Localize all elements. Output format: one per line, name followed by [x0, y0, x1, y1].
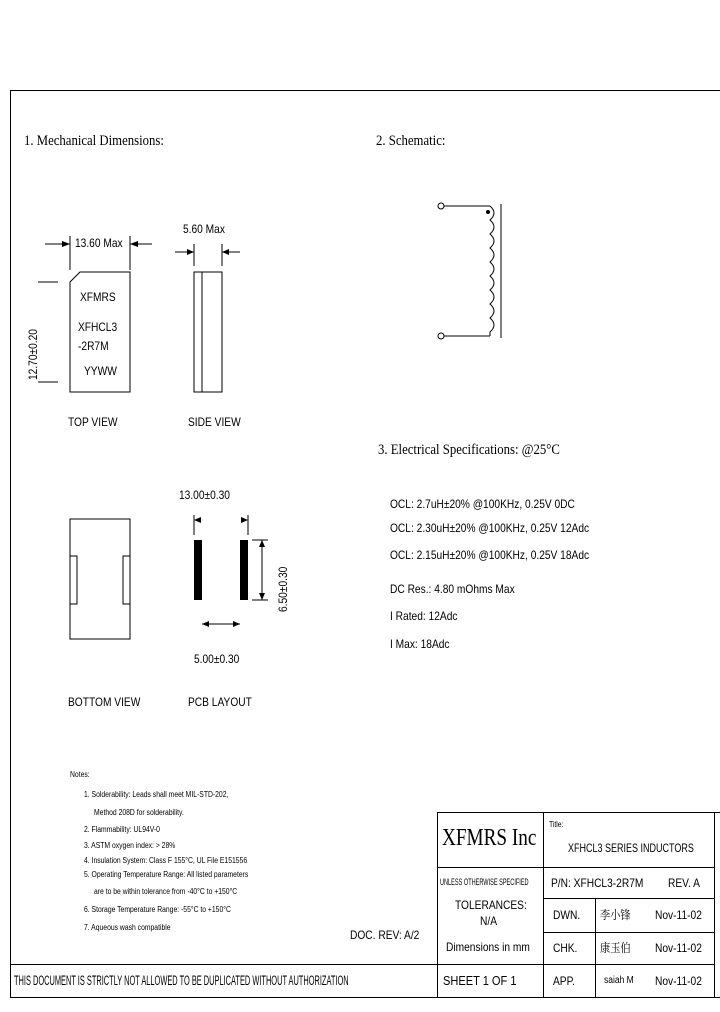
app-date: Nov-11-02: [655, 974, 702, 988]
note-item: 5. Operating Temperature Range: All listed parameters: [84, 870, 249, 879]
title-label: Title:: [549, 820, 564, 829]
tolerances-value: N/A: [480, 914, 498, 928]
marking-line-4: YYWW: [84, 364, 117, 378]
title-block-col: [595, 898, 596, 997]
title-block-left: [437, 812, 438, 997]
drawing-title: XFHCL3 SERIES INDUCTORS: [568, 841, 694, 855]
marking-line-1: XFMRS: [80, 290, 116, 304]
title-block-row: [543, 932, 714, 933]
top-view-label: TOP VIEW: [68, 415, 118, 429]
side-view-label: SIDE VIEW: [188, 415, 241, 429]
note-item: 7. Aqueous wash compatible: [84, 923, 171, 932]
tolerances-label: TOLERANCES:: [455, 898, 527, 912]
title-block-row: [543, 898, 714, 899]
part-number: P/N: XFHCL3-2R7M: [551, 876, 644, 890]
marking-line-2: XFHCL3: [78, 320, 118, 334]
chk-date: Nov-11-02: [655, 941, 702, 955]
chk-label: CHK.: [553, 941, 578, 955]
spec-line: OCL: 2.15uH±20% @100KHz, 0.25V 18Adc: [390, 548, 590, 562]
dimensions-unit: Dimensions in mm: [446, 940, 530, 954]
revision: REV. A: [668, 876, 700, 890]
width-dimension: 13.60 Max: [75, 236, 123, 250]
spec-line: I Max: 18Adc: [390, 637, 450, 651]
pcb-gap-dimension: 5.00±0.30: [194, 652, 240, 666]
company-name: XFMRS Inc: [442, 825, 537, 851]
title-block-divider: [543, 812, 544, 997]
note-item: Method 208D for solderability.: [94, 808, 184, 817]
spec-line: I Rated: 12Adc: [390, 609, 458, 623]
title-block-right: [714, 812, 715, 997]
note-item: are to be within tolerance from -40°C to +150°C: [94, 887, 238, 896]
marking-line-3: -2R7M: [78, 339, 109, 353]
note-item: 2. Flammability: UL94V-0: [84, 825, 160, 834]
dwn-date: Nov-11-02: [655, 908, 702, 922]
title-block-top: [437, 812, 720, 813]
spec-line: OCL: 2.7uH±20% @100KHz, 0.25V 0DC: [390, 497, 575, 511]
note-item: 4. Insulation System: Class F 155°C, UL File E151556: [84, 856, 248, 865]
dwn-label: DWN.: [553, 908, 581, 922]
app-name: saiah M: [604, 975, 634, 986]
mechanical-heading: 1. Mechanical Dimensions:: [24, 133, 164, 149]
pcb-height-dimension: 6.50±0.30: [276, 566, 290, 612]
electrical-heading: 3. Electrical Specifications: @25°C: [378, 442, 560, 458]
note-item: 1. Solderability: Leads shall meet MIL-STD-202,: [84, 790, 229, 799]
doc-revision: DOC. REV: A/2: [350, 928, 420, 942]
title-block-row: [437, 867, 714, 868]
schematic-heading: 2. Schematic:: [376, 133, 446, 149]
pcb-width-dimension: 13.00±0.30: [179, 488, 230, 502]
note-item: 6. Storage Temperature Range: -55°C to +150°C: [84, 905, 231, 914]
chk-name: 康玉伯: [600, 941, 631, 955]
footer-top-line: [10, 964, 714, 965]
thickness-dimension: 5.60 Max: [183, 222, 225, 236]
unless-specified: UNLESS OTHERWISE SPECIFIED: [440, 877, 529, 887]
spec-line: DC Res.: 4.80 mOhms Max: [390, 582, 515, 596]
dwn-name: 李小锋: [600, 908, 631, 922]
notes-title: Notes:: [70, 770, 90, 779]
pcb-layout-label: PCB LAYOUT: [188, 695, 252, 709]
spec-line: OCL: 2.30uH±20% @100KHz, 0.25V 12Adc: [390, 521, 590, 535]
sheet-number: SHEET 1 OF 1: [443, 973, 517, 988]
note-item: 3. ASTM oxygen index: > 28%: [84, 841, 176, 850]
height-dimension: 12.70±0.20: [26, 329, 40, 380]
footer-warning: THIS DOCUMENT IS STRICTLY NOT ALLOWED TO BE DUPLICATED WITHOUT AUTHORIZATION: [14, 973, 349, 988]
app-label: APP.: [553, 974, 575, 988]
bottom-view-label: BOTTOM VIEW: [68, 695, 141, 709]
